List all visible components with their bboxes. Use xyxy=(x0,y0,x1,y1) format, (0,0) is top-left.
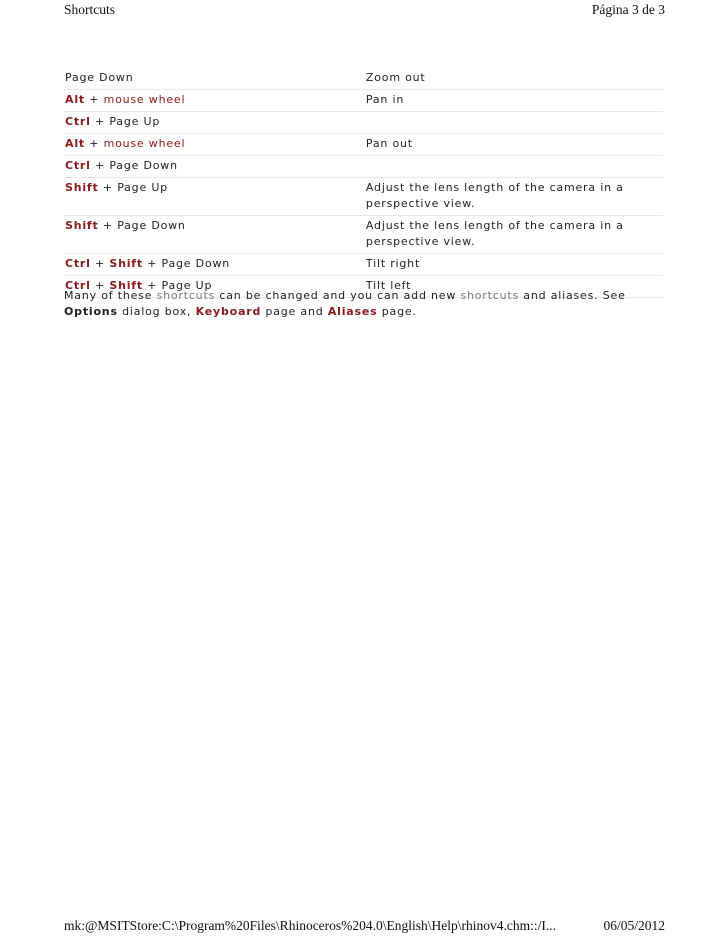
shortcut-key xyxy=(63,112,364,134)
aliases-link[interactable]: Aliases xyxy=(327,305,378,318)
table-row xyxy=(63,216,663,254)
key-separator: + xyxy=(90,257,110,270)
table-row xyxy=(63,112,663,134)
customization-note xyxy=(64,288,664,320)
modifier-key: Ctrl xyxy=(65,257,91,270)
page-number: Página 3 de 3 xyxy=(591,2,665,17)
table-row xyxy=(63,68,663,90)
modifier-key: Alt xyxy=(65,137,85,150)
shortcut-key xyxy=(63,90,364,112)
footer-date: 06/05/2012 xyxy=(603,918,665,933)
shortcut-action: Zoom out xyxy=(364,68,663,90)
shortcut-action xyxy=(364,112,663,134)
shortcut-table xyxy=(63,68,663,298)
shortcut-key xyxy=(63,68,364,90)
footer-url: mk:@MSITStore:C:\Program%20Files\Rhinoceros%204.0\English\Help\rhinov4.chm::/I... xyxy=(64,918,557,933)
modifier-key: Shift xyxy=(65,181,99,194)
modifier-key: Shift xyxy=(109,257,143,270)
note-text: Many of these xyxy=(64,289,157,302)
shortcut-key xyxy=(63,254,364,276)
options-label: Options xyxy=(64,305,118,318)
modifier-key: Ctrl xyxy=(65,279,91,292)
table-row xyxy=(63,156,663,178)
modifier-key: Shift xyxy=(109,279,143,292)
key-separator: + xyxy=(84,137,104,150)
page-header-title: Shortcuts xyxy=(64,2,116,17)
mouse-wheel-link[interactable]: mouse wheel xyxy=(103,93,186,106)
modifier-key: Ctrl xyxy=(65,115,91,128)
note-text: can be changed and you can add new xyxy=(215,289,461,302)
note-text: dialog box, xyxy=(117,305,196,318)
key-separator: + xyxy=(90,279,110,292)
table-row xyxy=(63,178,663,216)
key-separator: + xyxy=(84,93,104,106)
shortcut-action: Tilt right xyxy=(364,254,663,276)
shortcut-action xyxy=(364,156,663,178)
key-text: Page Down xyxy=(65,71,134,84)
shortcut-action: Pan in xyxy=(364,90,663,112)
shortcut-key xyxy=(63,134,364,156)
note-text: and aliases. See xyxy=(519,289,626,302)
shortcut-key xyxy=(63,178,364,216)
shortcut-key xyxy=(63,216,364,254)
shortcuts-link[interactable]: shortcuts xyxy=(156,289,216,302)
keyboard-link[interactable]: Keyboard xyxy=(195,305,262,318)
key-text: + Page Up xyxy=(142,279,213,292)
key-text: + Page Down xyxy=(98,219,186,232)
table-row xyxy=(63,254,663,276)
shortcuts-link[interactable]: shortcuts xyxy=(460,289,520,302)
modifier-key: Alt xyxy=(65,93,85,106)
key-text: + Page Down xyxy=(90,159,178,172)
key-text: + Page Down xyxy=(142,257,231,270)
modifier-key: Shift xyxy=(65,219,99,232)
mouse-wheel-link[interactable]: mouse wheel xyxy=(103,137,186,150)
key-text: + Page Up xyxy=(90,115,161,128)
shortcut-action: Tilt left xyxy=(364,276,663,298)
table-row xyxy=(63,134,663,156)
note-text: page. xyxy=(377,305,417,318)
modifier-key: Ctrl xyxy=(65,159,91,172)
table-row xyxy=(63,90,663,112)
shortcut-action: Adjust the lens length of the camera in a perspective view. xyxy=(364,178,663,216)
key-text: + Page Up xyxy=(98,181,168,194)
shortcut-action: Adjust the lens length of the camera in a perspective view. xyxy=(364,216,663,254)
shortcut-key xyxy=(63,156,364,178)
shortcut-action: Pan out xyxy=(364,134,663,156)
note-text: page and xyxy=(261,305,328,318)
